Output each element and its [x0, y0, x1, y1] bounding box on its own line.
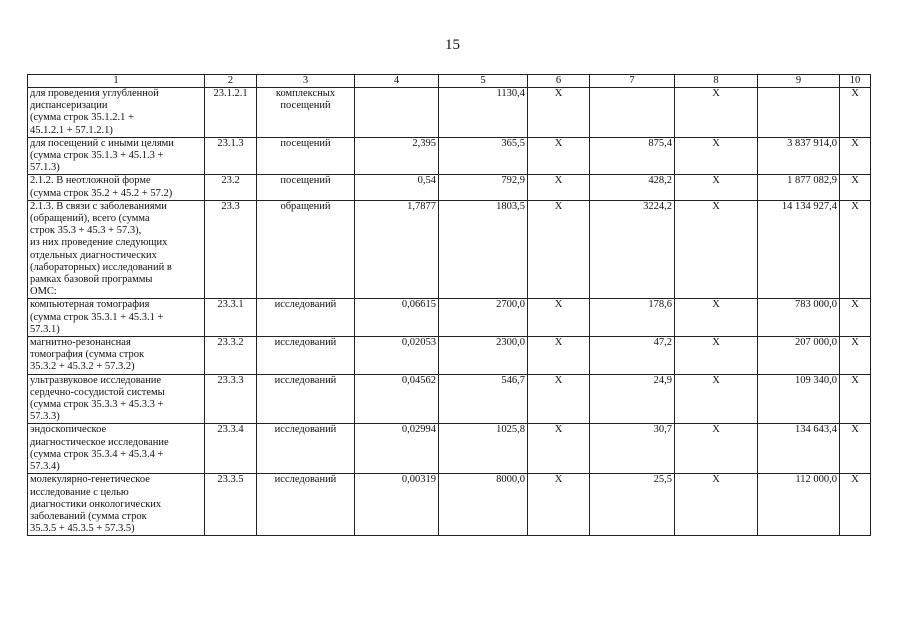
- row-value-cell-8: X: [675, 474, 758, 536]
- row-name-line: 57.3.4): [30, 461, 60, 473]
- row-code-cell: 23.3.4: [205, 424, 257, 474]
- row-unit-line: посещений: [280, 100, 331, 112]
- row-value-cell-7: 3224,2: [590, 200, 675, 299]
- row-name-cell: [28, 137, 205, 175]
- row-value-cell-5: 2300,0: [439, 337, 528, 375]
- row-name-line: (сумма строк 35.2 + 45.2 + 57.2): [30, 187, 173, 199]
- row-value-cell-4: 1,7877: [355, 200, 439, 299]
- column-header: 4: [355, 75, 439, 88]
- row-name-line: (сумма строк 35.3.4 + 45.3.4 +: [30, 448, 164, 460]
- row-code-cell: 23.1.2.1: [205, 88, 257, 138]
- table-row: [28, 474, 871, 536]
- row-value-cell-8: X: [675, 137, 758, 175]
- row-name-line: 45.1.2.1 + 57.1.2.1): [30, 124, 113, 136]
- table-row: [28, 424, 871, 474]
- row-value-cell-6: X: [528, 137, 590, 175]
- row-value-cell-10: X: [840, 88, 871, 138]
- row-value-cell-10: X: [840, 200, 871, 299]
- row-name-cell: [28, 175, 205, 200]
- row-value-cell-9: 14 134 927,4: [758, 200, 840, 299]
- row-code-cell: 23.3.1: [205, 299, 257, 337]
- row-name-line: для посещений с иными целями: [30, 137, 174, 149]
- row-name-cell: [28, 424, 205, 474]
- column-header: 6: [528, 75, 590, 88]
- table-row: [28, 337, 871, 375]
- row-value-cell-10: X: [840, 137, 871, 175]
- row-name-line: ОМС:: [30, 286, 57, 298]
- row-name-cell: [28, 200, 205, 299]
- row-name-line: отдельных диагностических: [30, 249, 157, 261]
- row-value-cell-4: [355, 88, 439, 138]
- row-name-line: (сумма строк 35.3.3 + 45.3.3 +: [30, 399, 164, 411]
- row-value-cell-10: X: [840, 474, 871, 536]
- row-name-line: диагностики онкологических: [30, 498, 162, 510]
- row-value-cell-8: X: [675, 88, 758, 138]
- row-name-cell: [28, 299, 205, 337]
- row-value-cell-9: 134 643,4: [758, 424, 840, 474]
- table-row: [28, 175, 871, 200]
- row-value-cell-7: 178,6: [590, 299, 675, 337]
- row-name-line: сердечно-сосудистой системы: [30, 386, 165, 398]
- row-value-cell-7: 30,7: [590, 424, 675, 474]
- row-value-cell-4: 0,04562: [355, 374, 439, 424]
- row-name-line: эндоскопическое: [30, 424, 107, 436]
- row-name-line: из них проведение следующих: [30, 237, 168, 249]
- row-value-cell-9: 112 000,0: [758, 474, 840, 536]
- row-name-line: 57.3.3): [30, 411, 60, 423]
- table-row: [28, 200, 871, 299]
- row-unit-cell: [257, 299, 355, 337]
- row-unit-line: исследований: [274, 337, 337, 349]
- column-header: 5: [439, 75, 528, 88]
- row-value-cell-9: 3 837 914,0: [758, 137, 840, 175]
- row-value-cell-5: 546,7: [439, 374, 528, 424]
- row-value-cell-6: X: [528, 200, 590, 299]
- row-name-line: для проведения углубленной: [30, 88, 159, 99]
- row-value-cell-9: 783 000,0: [758, 299, 840, 337]
- row-unit-cell: [257, 337, 355, 375]
- row-value-cell-6: X: [528, 374, 590, 424]
- row-code-cell: 23.3.3: [205, 374, 257, 424]
- row-name-line: (лабораторных) исследований в: [30, 261, 172, 273]
- row-name-line: диагностическое исследование: [30, 436, 169, 448]
- table-row: [28, 88, 871, 138]
- row-unit-cell: [257, 424, 355, 474]
- row-value-cell-6: X: [528, 424, 590, 474]
- column-header: 2: [205, 75, 257, 88]
- row-name-line: (сумма строк 35.1.2.1 +: [30, 112, 134, 124]
- row-value-cell-5: 792,9: [439, 175, 528, 200]
- row-value-cell-5: 8000,0: [439, 474, 528, 536]
- row-unit-line: обращений: [280, 200, 331, 212]
- row-value-cell-5: 1130,4: [439, 88, 528, 138]
- row-value-cell-6: X: [528, 299, 590, 337]
- row-name-line: рамках базовой программы: [30, 274, 153, 286]
- row-name-line: 35.3.5 + 45.3.5 + 57.3.5): [30, 523, 135, 535]
- row-value-cell-8: X: [675, 175, 758, 200]
- row-code-cell: 23.3.5: [205, 474, 257, 536]
- row-name-line: томография (сумма строк: [30, 349, 145, 361]
- row-name-line: (сумма строк 35.3.1 + 45.3.1 +: [30, 311, 164, 323]
- row-name-line: исследование с целью: [30, 486, 129, 498]
- row-value-cell-9: [758, 88, 840, 138]
- row-name-cell: [28, 88, 205, 138]
- row-value-cell-4: 0,02994: [355, 424, 439, 474]
- row-value-cell-8: X: [675, 337, 758, 375]
- row-unit-cell: [257, 137, 355, 175]
- row-value-cell-6: X: [528, 474, 590, 536]
- row-value-cell-10: X: [840, 337, 871, 375]
- row-name-line: компьютерная томография: [30, 299, 150, 311]
- row-unit-line: исследований: [274, 299, 337, 311]
- row-value-cell-6: X: [528, 337, 590, 375]
- row-value-cell-8: X: [675, 374, 758, 424]
- row-unit-cell: [257, 200, 355, 299]
- row-unit-line: посещений: [280, 137, 331, 149]
- row-unit-line: посещений: [280, 175, 331, 187]
- row-name-line: 2.1.3. В связи с заболеваниями: [30, 200, 167, 212]
- table-row: [28, 299, 871, 337]
- row-code-cell: 23.3.2: [205, 337, 257, 375]
- row-value-cell-10: X: [840, 424, 871, 474]
- column-header: 7: [590, 75, 675, 88]
- row-name-line: 57.3.1): [30, 323, 60, 335]
- column-header: 10: [840, 75, 871, 88]
- row-value-cell-4: 0,54: [355, 175, 439, 200]
- row-value-cell-4: 0,00319: [355, 474, 439, 536]
- row-unit-cell: [257, 88, 355, 138]
- row-code-cell: 23.3: [205, 200, 257, 299]
- row-unit-line: исследований: [274, 474, 337, 486]
- row-name-line: ультразвуковое исследование: [30, 374, 162, 386]
- row-value-cell-9: 1 877 082,9: [758, 175, 840, 200]
- row-name-line: заболеваний (сумма строк: [30, 510, 147, 522]
- table-row: [28, 137, 871, 175]
- row-value-cell-5: 1803,5: [439, 200, 528, 299]
- row-value-cell-5: 2700,0: [439, 299, 528, 337]
- row-value-cell-6: X: [528, 175, 590, 200]
- row-value-cell-4: 0,02053: [355, 337, 439, 375]
- row-value-cell-7: [590, 88, 675, 138]
- data-table: [27, 74, 871, 536]
- row-unit-line: комплексных: [275, 88, 336, 99]
- row-value-cell-7: 428,2: [590, 175, 675, 200]
- column-header: 1: [28, 75, 205, 88]
- row-name-line: молекулярно-генетическое: [30, 474, 150, 486]
- row-name-line: диспансеризации: [30, 100, 108, 112]
- row-value-cell-7: 47,2: [590, 337, 675, 375]
- row-value-cell-4: 2,395: [355, 137, 439, 175]
- row-value-cell-10: X: [840, 374, 871, 424]
- table-row: [28, 374, 871, 424]
- row-value-cell-8: X: [675, 200, 758, 299]
- row-name-cell: [28, 474, 205, 536]
- row-value-cell-9: 109 340,0: [758, 374, 840, 424]
- row-unit-line: исследований: [274, 374, 337, 386]
- row-value-cell-9: 207 000,0: [758, 337, 840, 375]
- row-name-cell: [28, 337, 205, 375]
- column-header: 8: [675, 75, 758, 88]
- row-value-cell-8: X: [675, 424, 758, 474]
- row-value-cell-5: 365,5: [439, 137, 528, 175]
- row-name-line: строк 35.3 + 45.3 + 57.3),: [30, 225, 142, 237]
- row-value-cell-7: 875,4: [590, 137, 675, 175]
- row-value-cell-7: 24,9: [590, 374, 675, 424]
- row-unit-cell: [257, 474, 355, 536]
- column-header: 3: [257, 75, 355, 88]
- row-value-cell-5: 1025,8: [439, 424, 528, 474]
- row-name-line: (сумма строк 35.1.3 + 45.1.3 +: [30, 150, 164, 162]
- row-value-cell-6: X: [528, 88, 590, 138]
- row-name-line: 2.1.2. В неотложной форме: [30, 175, 151, 187]
- row-value-cell-8: X: [675, 299, 758, 337]
- column-header: 9: [758, 75, 840, 88]
- row-code-cell: 23.1.3: [205, 137, 257, 175]
- row-unit-cell: [257, 374, 355, 424]
- row-name-cell: [28, 374, 205, 424]
- row-code-cell: 23.2: [205, 175, 257, 200]
- table-header-row: [28, 75, 871, 88]
- row-name-line: (обращений), всего (сумма: [30, 213, 150, 225]
- row-name-line: 57.1.3): [30, 162, 60, 174]
- page-number: 15: [445, 37, 460, 53]
- row-value-cell-7: 25,5: [590, 474, 675, 536]
- row-value-cell-10: X: [840, 175, 871, 200]
- row-unit-cell: [257, 175, 355, 200]
- row-unit-line: исследований: [274, 424, 337, 436]
- row-value-cell-4: 0,06615: [355, 299, 439, 337]
- row-name-line: 35.3.2 + 45.3.2 + 57.3.2): [30, 361, 135, 373]
- row-name-line: магнитно-резонансная: [30, 337, 131, 349]
- row-value-cell-10: X: [840, 299, 871, 337]
